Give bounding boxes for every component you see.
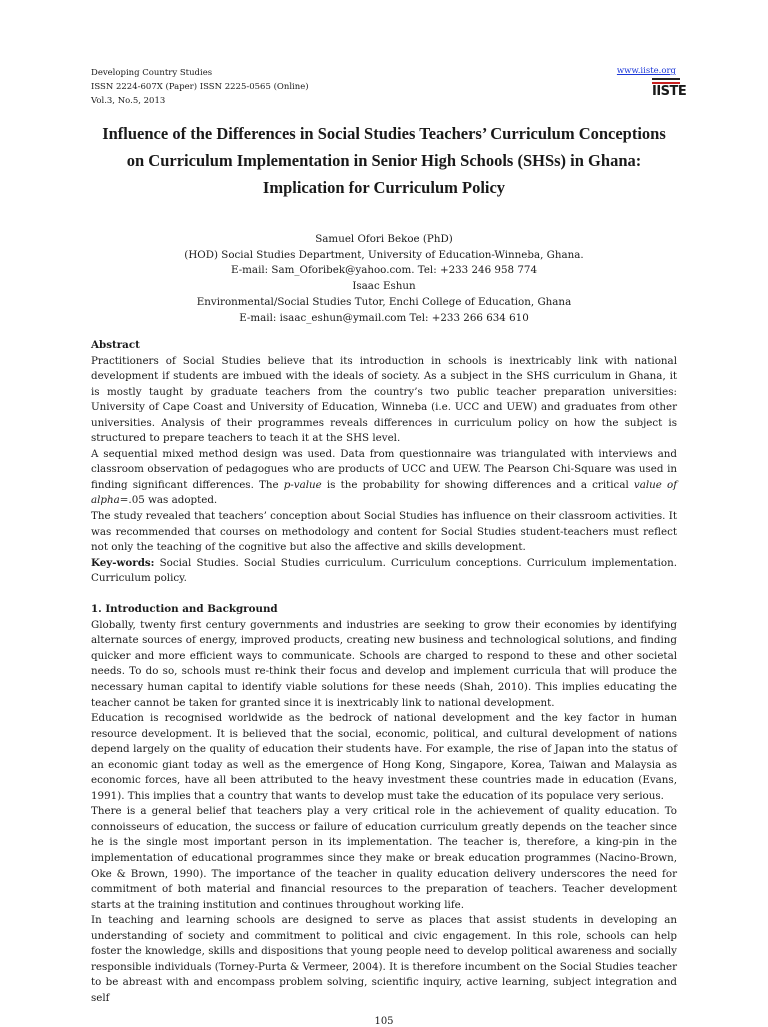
keywords — [91, 556, 677, 587]
issn-line: ISSN 2224-607X (Paper) ISSN 2225-0565 (Online) — [91, 82, 309, 92]
journal-url-link[interactable]: www.iiste.org — [616, 66, 676, 76]
keywords-label: Key-words: — [91, 556, 155, 569]
logo-text: IISTE — [652, 84, 687, 99]
abstract-paragraph: The study revealed that teachers’ conception about Social Studies has influence on their classroom activities. It was recommended that courses on methodology and content for Social Studies student-teachers must reflect not only the teaching of the cognitive but also the affective and skills development. — [91, 510, 677, 554]
author-1-contact: E-mail: Sam_Oforibek@yahoo.com. Tel: +233 246 958 774 — [230, 264, 538, 277]
journal-header — [91, 66, 309, 108]
author-1-name: Samuel Ofori Bekoe (PhD) — [315, 233, 453, 245]
body-paragraph: In teaching and learning schools are designed to serve as places that assist students in developing an understanding of society and commitment to political and civic engagement. In this role, schools can help foster the knowledge, skills and dispositions that young people need to develop political awareness and socially responsible individuals (Torney-Purta & Vermeer, 2004). It is therefore incumbent on the Social Studies teacher to be abreast with and encompass problem solving, scientific inquiry, active learning, subject integration and self — [91, 914, 677, 1004]
iiste-logo — [652, 78, 687, 110]
abstract-heading: Abstract — [91, 339, 140, 351]
body-paragraph: Globally, twenty first century governments and industries are seeking to grow their economies by identifying alternate sources of energy, improved products, creating new business and technological solutions, and finding quicker and more efficient ways to communicate. Schools are charged to respond to these and other societal needs. To do so, schools must re-think their focus and develop and implement curricula that will produce the necessary human capital to identify viable solutions for these needs (Shah, 2010). This implies educating the teacher cannot be taken for granted since it is inextricably link to national development. — [91, 618, 677, 709]
page-number: 105 — [374, 1016, 394, 1027]
paper-body — [91, 338, 677, 1006]
author-2-affiliation: Environmental/Social Studies Tutor, Enchi College of Education, Ghana — [196, 295, 572, 308]
abstract-paragraph: Practitioners of Social Studies believe that its introduction in schools is inextricably link with national development if students are imbued with the ideals of society. As a subject in the SHS curriculum in Ghana, it is mostly taught by graduate teachers from the country’s two public teacher preparation universities: University of Cape Coast and University of Education, Winneba (i.e. UCC and UEW) and graduates from other universities. Analysis of their programmes reveals differences in curriculum policy on how the subject is structured to prepare teachers to teach it at the SHS level. — [91, 354, 677, 445]
author-block — [100, 232, 668, 326]
abstract-paragraph: A sequential mixed method design was used. Data from questionnaire was triangulated with interviews and classroom observation of pedagogues who are products of UCC and UEW. The Pearson Chi-Square was used in finding significant differences. The p-value is the probability for showing differences and a critical value of alpha=.05 was adopted. — [91, 447, 677, 507]
paper-title: Influence of the Differences in Social Studies Teachers’ Curriculum Conceptions on Curriculum Implementation in Senior High Schools (SHSs) in Ghana: Implication for Curriculum Policy — [102, 124, 666, 197]
journal-name: Developing Country Studies — [91, 68, 213, 78]
section-heading: 1. Introduction and Background — [91, 603, 278, 616]
author-2-contact: E-mail: isaac_eshun@ymail.com Tel: +233 266 634 610 — [239, 311, 529, 324]
body-paragraph: Education is recognised worldwide as the bedrock of national development and the key factor in human resource development. It is believed that the social, economic, political, and cultural development of nations depend largely on the quality of education their students have. For example, the rise of Japan into the status of an economic giant today as well as the emergence of Hong Kong, Singapore, Korea, Taiwan and Malaysia as economic forces, have all been attributed to the heavy investment these countries made in education (Evans, 1991). This implies that a country that wants to develop must take the education of its populace very serious. — [91, 712, 677, 802]
body-paragraph: There is a general belief that teachers play a very critical role in the achievement of quality education. To connoisseurs of education, the success or failure of education curriculum greatly depends on the teacher since he is the single most important person in its implementation. The teacher is, therefore, a king-pin in the implementation of educational programmes since they make or break education programmes (Nacino-Brown, Oke & Brown, 1990). The importance of the teacher in quality education delivery underscores the need for commitment of both material and financial resources to the preparation of teachers. Teacher development starts at the training institution and continues throughout working life. — [91, 805, 677, 911]
author-2-name: Isaac Eshun — [352, 280, 416, 293]
volume-line: Vol.3, No.5, 2013 — [91, 96, 166, 106]
author-1-affiliation: (HOD) Social Studies Department, University of Education-Winneba, Ghana. — [184, 248, 584, 261]
keywords-list: Social Studies. Social Studies curriculum. Curriculum conceptions. Curriculum implementation. Curriculum policy. — [91, 556, 677, 585]
